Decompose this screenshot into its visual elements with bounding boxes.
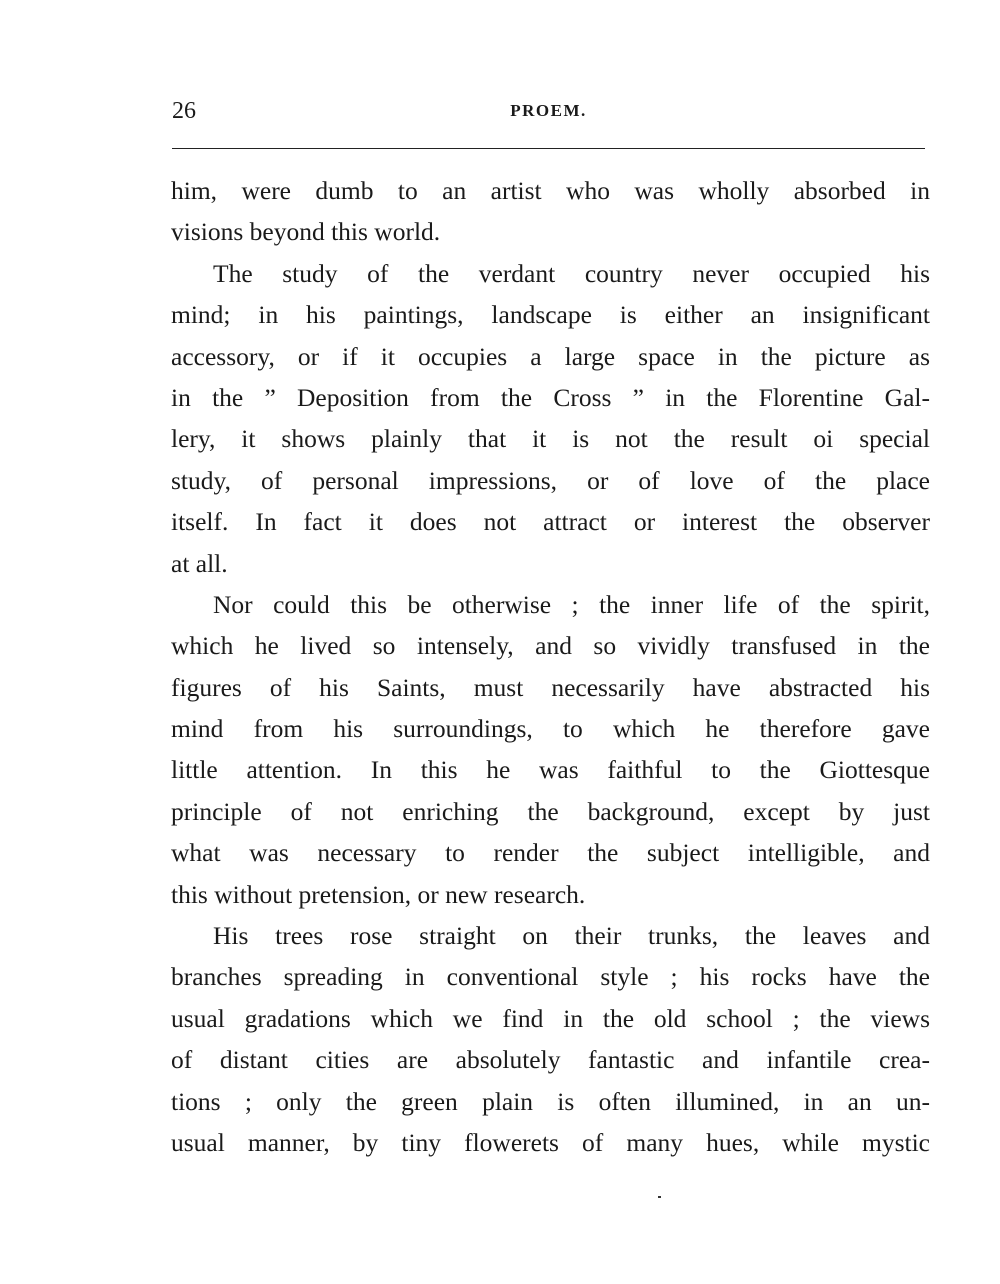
text-line: His trees rose straight on their trunks, the leaves and [213,921,930,951]
text-line: visions beyond this world. [171,217,441,247]
text-line: usual manner, by tiny flowerets of many hues, while mystic [171,1127,930,1157]
text-line: which he lived so intensely, and so vividly transfused in the [171,631,930,661]
text-line: study, of personal impressions, or of love of the place [171,465,930,495]
page-header [172,98,925,128]
text-line: tions ; only the green plain is often illumined, in an un- [171,1086,930,1116]
text-line: accessory, or if it occupies a large space in the picture as [171,341,930,371]
text-line: mind; in his paintings, landscape is either an insignificant [171,300,930,330]
text-line: lery, it shows plainly that it is not the result oi special [171,424,930,454]
text-line: of distant cities are absolutely fantastic and infantile crea- [171,1045,930,1075]
running-head: PROEM. [510,101,587,120]
scan-speck [658,1196,661,1198]
text-line: The study of the verdant country never occupied his [213,258,930,288]
page-number: 26 [172,98,196,124]
text-line: figures of his Saints, must necessarily have abstracted his [171,672,930,702]
text-line: what was necessary to render the subject intelligible, and [171,838,930,868]
page-body [171,172,930,1165]
text-line: at all. [171,548,228,578]
text-line: mind from his surroundings, to which he therefore gave [171,714,930,744]
text-line: usual gradations which we find in the old school ; the views [171,1003,930,1033]
text-line: this without pretension, or new research. [171,879,586,909]
text-line: itself. In fact it does not attract or interest the observer [171,507,930,537]
text-line: principle of not enriching the background, except by just [171,796,930,826]
text-line: in the ” Deposition from the Cross ” in the Florentine Gal- [171,382,930,412]
text-line: him, were dumb to an artist who was wholly absorbed in [171,176,930,205]
text-line: Nor could this be otherwise ; the inner life of the spirit, [213,589,930,619]
text-line: little attention. In this he was faithful to the Giottesque [171,755,930,785]
text-line: branches spreading in conventional style ; his rocks have the [171,962,930,992]
header-rule [172,148,925,149]
